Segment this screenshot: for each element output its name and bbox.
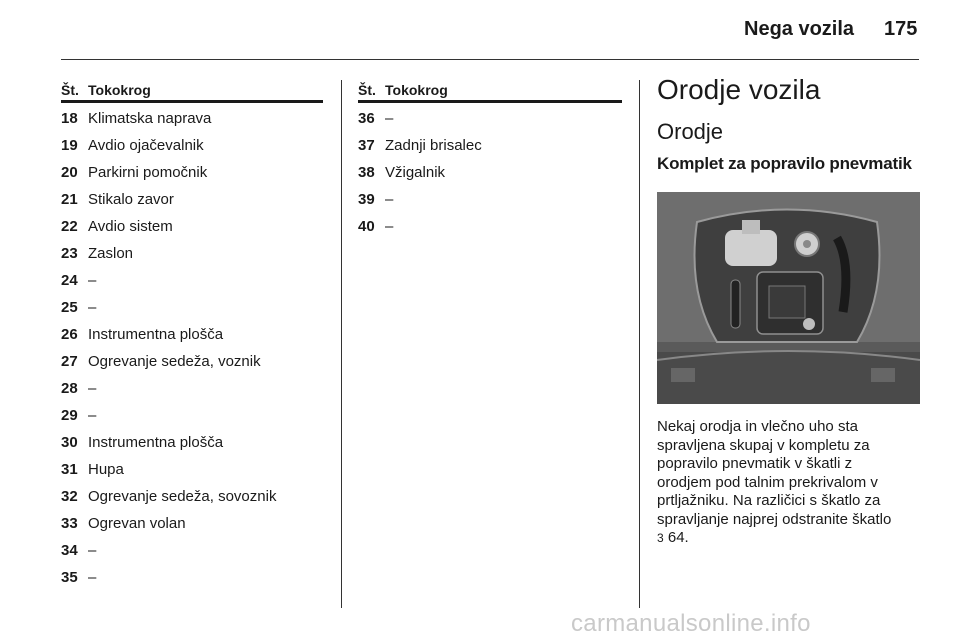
circuit-label: Avdio ojačevalnik [88,137,204,154]
subsection-heading: Orodje [657,119,724,144]
table-header [358,80,622,103]
circuit-label: – [88,299,97,316]
header-circuit: Tokokrog [385,82,448,98]
table-row [61,375,323,402]
circuit-label: – [88,380,97,397]
table-row [61,402,323,429]
table-row [61,213,323,240]
circuit-label: Zadnji brisalec [385,137,482,154]
fuse-number: 39 [358,191,375,208]
fuse-number: 31 [61,461,78,478]
table-row [61,267,323,294]
header-title: Nega vozila [744,18,855,40]
paragraph-line: Nekaj orodja in vlečno uho sta [657,418,858,435]
fuse-number: 24 [61,272,78,289]
table-row [61,348,323,375]
table-row [61,537,323,564]
fuse-number: 40 [358,218,375,235]
circuit-label: – [88,569,97,586]
circuit-label: – [385,218,394,235]
fuse-number: 28 [61,380,78,397]
paragraph-line: popravilo pnevmatik v škatli z [657,455,853,472]
fuse-number: 22 [61,218,78,235]
tire-repair-kit-photo [657,192,920,404]
fuse-number: 26 [61,326,78,343]
body-paragraph [657,418,919,548]
header-divider [61,59,919,60]
table-body [61,103,323,591]
header-num: Št. [358,82,376,98]
fuse-number: 37 [358,137,375,154]
circuit-label: – [88,272,97,289]
fuse-table-middle [358,80,622,240]
tools-section [657,72,923,548]
section-heading: Orodje vozila [657,74,821,105]
table-row [358,105,622,132]
column-divider [639,80,640,608]
fuse-number: 19 [61,137,78,154]
table-row [61,105,323,132]
paragraph-line: spravljanje najprej odstranite škatlo [657,510,892,528]
fuse-number: 33 [61,515,78,532]
fuse-number: 20 [61,164,78,181]
circuit-label: Instrumentna plošča [88,434,224,451]
circuit-label: – [385,110,394,127]
table-row [61,510,323,537]
table-row [61,294,323,321]
circuit-label: Ogrevan volan [88,515,186,532]
circuit-label: Parkirni pomočnik [88,164,208,181]
table-row [61,132,323,159]
fuse-table-left [61,80,323,591]
fuse-number: 25 [61,299,78,316]
reference-page: 64. [667,529,689,546]
fuse-number: 35 [61,569,78,586]
table-row [61,159,323,186]
column-divider [341,80,342,608]
paragraph-line: prtljažniku. Na različici s škatlo za [657,492,881,509]
page-reference-arrow-icon: 3 [657,531,664,545]
circuit-label: – [385,191,394,208]
table-header [61,80,323,103]
table-row [61,186,323,213]
table-row [61,564,323,591]
fuse-number: 32 [61,488,78,505]
fuse-number: 27 [61,353,78,370]
table-body [358,103,622,240]
fuse-number: 18 [61,110,78,127]
table-row [358,186,622,213]
circuit-label: Instrumentna plošča [88,326,224,343]
watermark-text: carmanualsonline.info [571,610,811,637]
topic-heading: Komplet za popravilo pnevmatik [657,154,912,173]
cross-reference[interactable] [657,529,919,548]
table-row [61,456,323,483]
header-circuit: Tokokrog [88,82,151,98]
circuit-label: Ogrevanje sedeža, sovoznik [88,488,277,505]
table-row [61,321,323,348]
fuse-number: 29 [61,407,78,424]
circuit-label: – [88,407,97,424]
header-num: Št. [61,82,79,98]
fuse-number: 34 [61,542,78,559]
fuse-number: 36 [358,110,375,127]
table-row [358,159,622,186]
page-number: 175 [884,18,918,40]
fuse-number: 23 [61,245,78,262]
circuit-label: Avdio sistem [88,218,173,235]
table-row [358,213,622,240]
circuit-label: Stikalo zavor [88,191,174,208]
circuit-label: Hupa [88,461,124,478]
paragraph-line: spravljena skupaj v kompletu za [657,436,870,454]
fuse-number: 21 [61,191,78,208]
table-row [358,132,622,159]
table-row [61,483,323,510]
circuit-label: Vžigalnik [385,164,446,181]
fuse-number: 38 [358,164,375,181]
circuit-label: – [88,542,97,559]
circuit-label: Ogrevanje sedeža, voznik [88,353,261,370]
circuit-label: Klimatska naprava [88,110,212,127]
table-row [61,240,323,267]
circuit-label: Zaslon [88,245,134,262]
fuse-number: 30 [61,434,78,451]
paragraph-line: orodjem pod talnim prekrivalom v [657,473,878,491]
table-row [61,429,323,456]
